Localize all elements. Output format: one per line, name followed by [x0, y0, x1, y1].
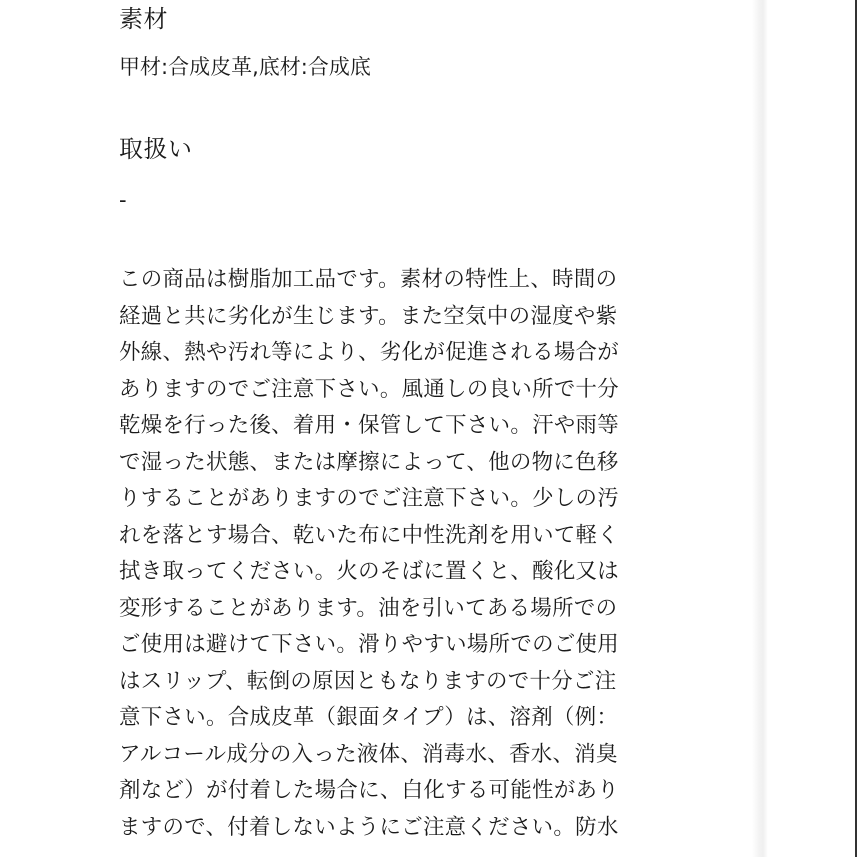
care-notice-line: この商品は樹脂加工品です。素材の特性上、時間の	[119, 267, 618, 292]
care-notice-line: 経過と共に劣化が生じます。また空気中の湿度や紫	[119, 303, 618, 329]
handling-value: -	[119, 188, 127, 212]
care-notice-line: ご使用は避けて下さい。滑りやすい場所でのご使用	[119, 632, 620, 657]
handling-heading: 取扱い	[119, 135, 193, 163]
care-notice-line: れを落とす場合、乾いた布に中性洗剤を用いて軽く	[119, 522, 620, 548]
care-notice-line: 意下さい。合成皮革（銀面タイプ）は、溶剤（例：	[119, 705, 619, 730]
care-notice-line: ありますのでご注意下さい。風通しの良い所で十分	[119, 376, 620, 402]
care-notice-line: 拭き取ってください。火のそばに置くと、酸化又は	[119, 559, 620, 584]
scroll-gutter	[752, 0, 768, 857]
material-value: 甲材:合成皮革,底材:合成底	[119, 55, 371, 79]
care-notice-line: 剤など）が付着した場合に、白化する可能性があり	[119, 778, 620, 803]
care-notice-line: アルコール成分の入った液体、消毒水、香水、消臭	[119, 741, 618, 767]
care-notice-line: 変形することがあります。油を引いてある場所での	[119, 595, 618, 621]
care-notice-line: ますので、付着しないようにご注意ください。防水	[119, 814, 619, 840]
care-notice-line: はスリップ、転倒の原因ともなりますので十分ご注	[119, 668, 617, 694]
care-notice-line: 外線、熱や汚れ等により、劣化が促進される場合が	[119, 340, 620, 365]
care-notice-line: りすることがありますのでご注意下さい。少しの汚	[119, 486, 620, 511]
care-notice-line: で湿った状態、または摩擦によって、他の物に色移	[119, 449, 619, 475]
care-notice-paragraph	[119, 262, 729, 846]
care-notice-line: 乾燥を行った後、着用・保管して下さい。汗や雨等	[119, 413, 620, 438]
material-heading: 素材	[119, 5, 168, 33]
